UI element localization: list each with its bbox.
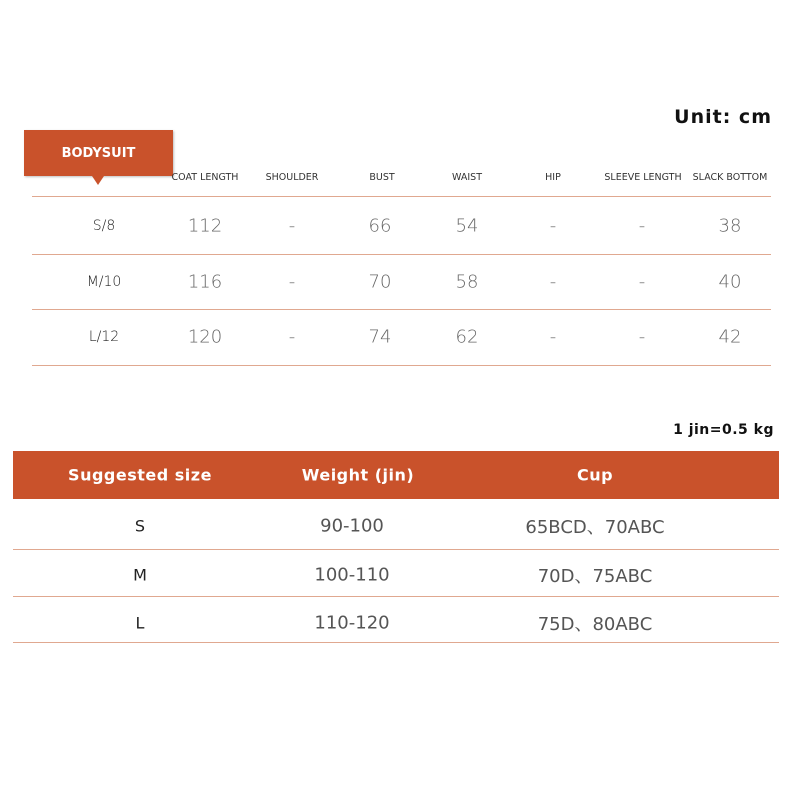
cell-sleeve-length: - xyxy=(638,271,646,293)
cell-coat-length: 120 xyxy=(187,326,223,348)
row-size: S/8 xyxy=(92,218,116,234)
jin-note: 1 jin=0.5 kg xyxy=(673,422,774,438)
table-rule xyxy=(32,365,771,366)
tag-pointer xyxy=(92,176,104,185)
row-size: M xyxy=(133,565,147,585)
cell-shoulder: - xyxy=(288,271,296,293)
row-size: L xyxy=(135,613,145,633)
cell-shoulder: - xyxy=(288,326,296,348)
col-header-shoulder: SHOULDER xyxy=(265,172,319,183)
cell-bust: 74 xyxy=(368,326,392,348)
row-weight: 110-120 xyxy=(314,612,390,634)
cell-slack-bottom: 40 xyxy=(718,271,742,293)
cell-slack-bottom: 38 xyxy=(718,215,742,237)
cell-coat-length: 116 xyxy=(187,271,223,293)
row-size: M/10 xyxy=(86,274,122,290)
cell-waist: 62 xyxy=(455,326,479,348)
cell-hip: - xyxy=(549,215,557,237)
cell-waist: 54 xyxy=(455,215,479,237)
header-weight: Weight (jin) xyxy=(301,465,415,485)
cell-waist: 58 xyxy=(455,271,479,293)
header-suggested-size: Suggested size xyxy=(68,465,212,485)
col-header-waist: WAIST xyxy=(451,172,483,183)
cell-slack-bottom: 42 xyxy=(718,326,742,348)
cell-sleeve-length: - xyxy=(638,326,646,348)
col-header-coat-length: COAT LENGTH xyxy=(171,172,239,183)
unit-label: Unit: cm xyxy=(674,106,772,128)
col-header-hip: HIP xyxy=(545,172,561,183)
cell-bust: 66 xyxy=(368,215,392,237)
cell-shoulder: - xyxy=(288,215,296,237)
row-weight: 100-110 xyxy=(314,564,390,586)
row-weight: 90-100 xyxy=(320,515,384,537)
col-header-slack-bottom: SLACK BOTTOM xyxy=(692,172,768,183)
row-cup: 75D、80ABC xyxy=(537,614,653,635)
col-header-bust: BUST xyxy=(369,172,395,183)
row-size: S xyxy=(134,516,146,536)
row-cup: 65BCD、70ABC xyxy=(525,517,665,538)
cell-hip: - xyxy=(549,326,557,348)
row-size: L/12 xyxy=(88,329,120,345)
bodysuit-tag: BODYSUIT xyxy=(24,130,173,176)
col-header-sleeve-length: SLEEVE LENGTH xyxy=(604,172,682,183)
cell-coat-length: 112 xyxy=(187,215,223,237)
cell-hip: - xyxy=(549,271,557,293)
table-rule xyxy=(32,254,771,255)
table-rule xyxy=(32,309,771,310)
cell-sleeve-length: - xyxy=(638,215,646,237)
row-cup: 70D、75ABC xyxy=(537,566,653,587)
table-rule xyxy=(32,196,771,197)
table-rule xyxy=(13,596,779,597)
table-rule xyxy=(13,642,779,643)
header-cup: Cup xyxy=(576,465,614,485)
table-rule xyxy=(13,549,779,550)
cell-bust: 70 xyxy=(368,271,392,293)
